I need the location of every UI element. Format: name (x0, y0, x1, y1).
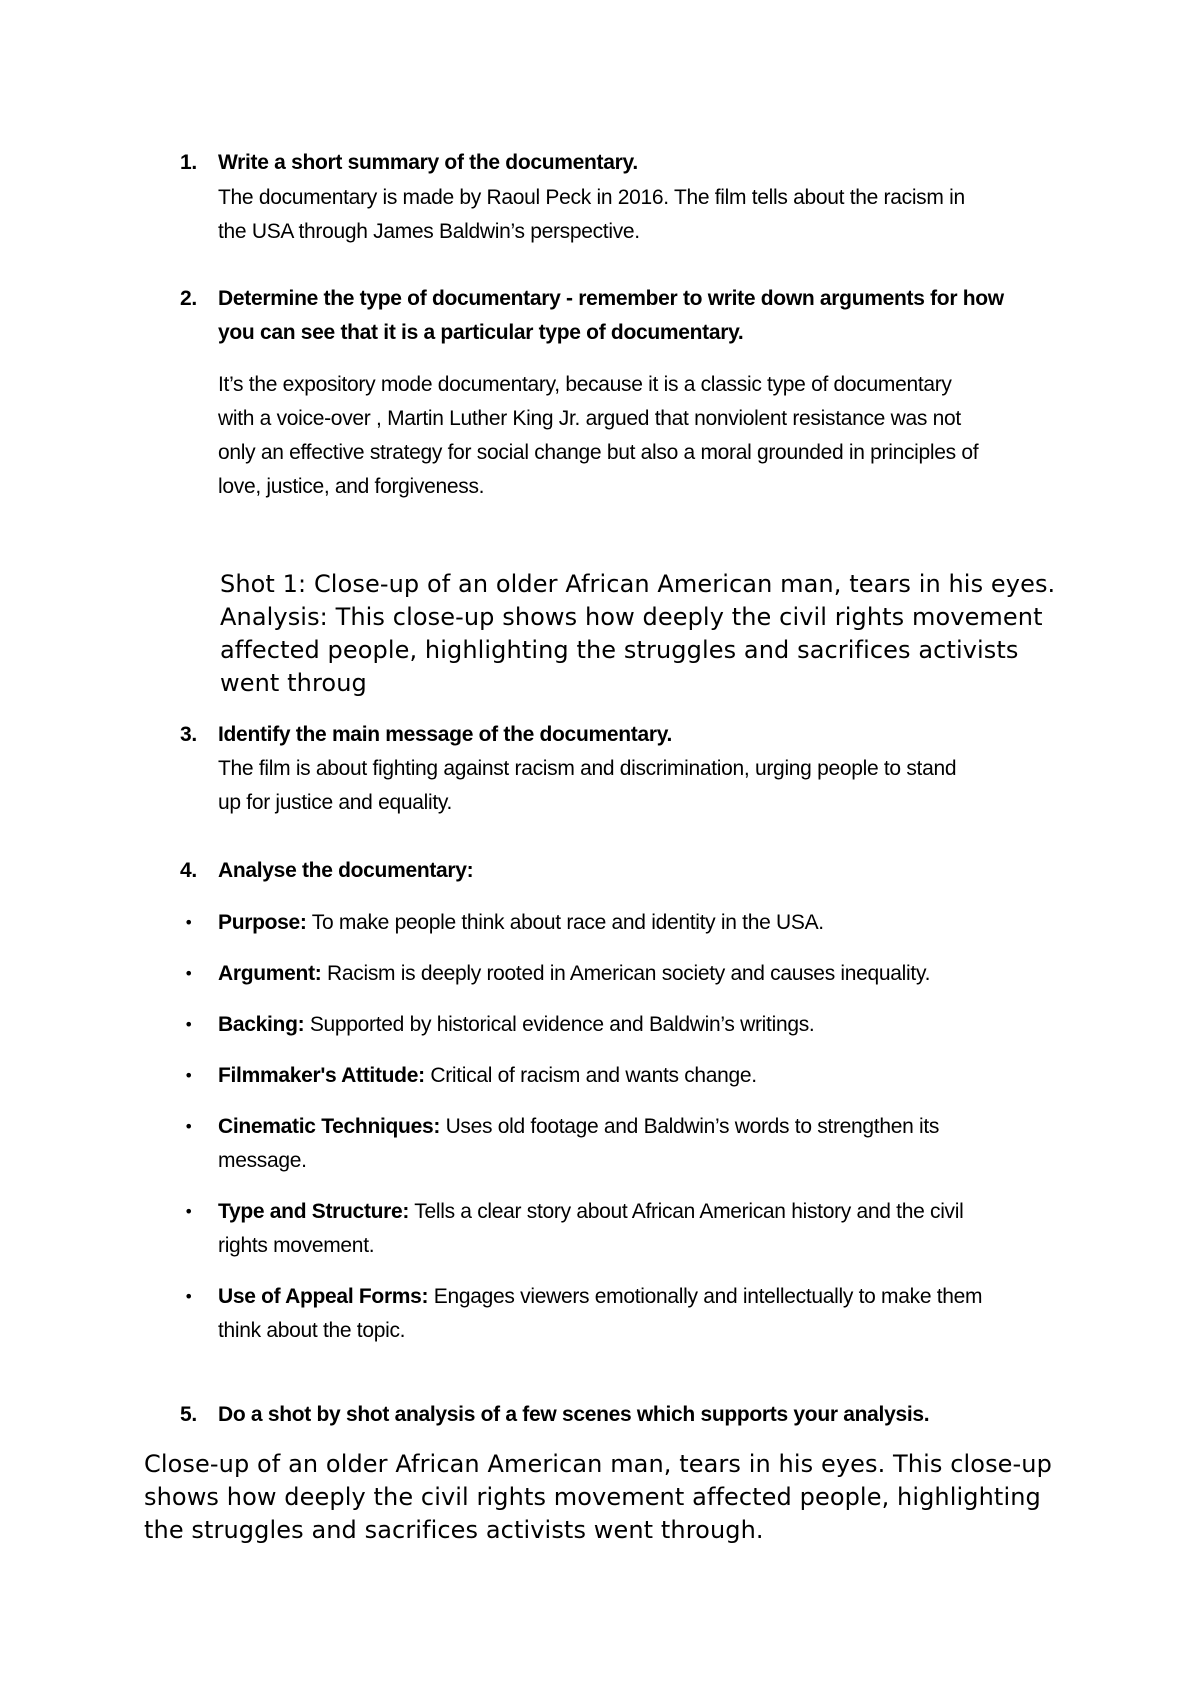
q4-number: 4. (180, 859, 197, 882)
analysis-item-techniques-cont: message. (218, 1149, 307, 1172)
bullet-icon: • (184, 964, 194, 983)
analysis-item-text: Critical of racism and wants change. (424, 1064, 757, 1087)
analysis-item-structure-cont: rights movement. (218, 1234, 375, 1257)
q2-answer-line-2: with a voice-over , Martin Luther King Jr. argued that nonviolent resistance was not (218, 407, 961, 430)
analysis-item-text: To make people think about race and identity in the USA. (306, 911, 824, 934)
analysis-item-label: Purpose: (218, 911, 307, 934)
analysis-item-text: Uses old footage and Baldwin’s words to strengthen its (440, 1115, 940, 1138)
analysis-item-label: Type and Structure: (218, 1200, 410, 1223)
q4-question: Analyse the documentary: (218, 859, 474, 882)
bullet-icon: • (184, 1066, 194, 1085)
analysis-item-label: Filmmaker's Attitude: (218, 1064, 425, 1087)
analysis-item-label: Argument: (218, 962, 322, 985)
q5-answer-line-3: the struggles and sacrifices activists went through. (144, 1516, 764, 1544)
analysis-item-backing (218, 1008, 814, 1041)
q1-number: 1. (180, 151, 197, 174)
q2-answer-line-4: love, justice, and forgiveness. (218, 475, 485, 498)
analysis-item-text: Engages viewers emotionally and intellectually to make them (428, 1285, 983, 1308)
shot-note-line-1: Shot 1: Close-up of an older African American man, tears in his eyes. (220, 570, 1056, 598)
q2-question-line-1: Determine the type of documentary - remember to write down arguments for how (218, 287, 1004, 310)
q5-question: Do a shot by shot analysis of a few scenes which supports your analysis. (218, 1403, 930, 1426)
shot-note-line-2: Analysis: This close-up shows how deeply the civil rights movement (220, 603, 1043, 631)
q3-answer-line-1: The film is about fighting against racism and discrimination, urging people to stand (218, 757, 957, 780)
analysis-item-structure (218, 1195, 964, 1228)
q3-number: 3. (180, 723, 197, 746)
analysis-item-label: Cinematic Techniques: (218, 1115, 441, 1138)
shot-note-line-3: affected people, highlighting the struggles and sacrifices activists (220, 636, 1019, 664)
analysis-item-text: Tells a clear story about African American history and the civil (409, 1200, 964, 1223)
bullet-icon: • (184, 1287, 194, 1306)
q3-answer-line-2: up for justice and equality. (218, 791, 453, 814)
q5-number: 5. (180, 1403, 197, 1426)
analysis-item-text: Racism is deeply rooted in American society and causes inequality. (321, 962, 931, 985)
analysis-item-label: Backing: (218, 1013, 305, 1036)
q1-answer-line-1: The documentary is made by Raoul Peck in 2016. The film tells about the racism in (218, 186, 965, 209)
analysis-item-purpose (218, 906, 824, 939)
analysis-item-text: Supported by historical evidence and Baldwin’s writings. (304, 1013, 815, 1036)
q1-question: Write a short summary of the documentary. (218, 151, 638, 174)
analysis-item-techniques (218, 1110, 939, 1143)
q2-answer-line-1: It’s the expository mode documentary, because it is a classic type of documentary (218, 373, 952, 396)
q3-question: Identify the main message of the documentary. (218, 723, 673, 746)
shot-note-line-4: went throug (220, 669, 367, 697)
bullet-icon: • (184, 1015, 194, 1034)
q2-answer-line-3: only an effective strategy for social change but also a moral grounded in principles of (218, 441, 979, 464)
analysis-item-appeal (218, 1280, 982, 1313)
analysis-item-attitude (218, 1059, 757, 1092)
analysis-item-argument (218, 957, 930, 990)
bullet-icon: • (184, 913, 194, 932)
q2-question-line-2: you can see that it is a particular type of documentary. (218, 321, 744, 344)
bullet-icon: • (184, 1202, 194, 1221)
q2-number: 2. (180, 287, 197, 310)
analysis-item-label: Use of Appeal Forms: (218, 1285, 429, 1308)
q5-answer-line-1: Close-up of an older African American man, tears in his eyes. This close-up (144, 1450, 1052, 1478)
analysis-item-appeal-cont: think about the topic. (218, 1319, 406, 1342)
q5-answer-line-2: shows how deeply the civil rights movement affected people, highlighting (144, 1483, 1041, 1511)
bullet-icon: • (184, 1117, 194, 1136)
q1-answer-line-2: the USA through James Baldwin’s perspective. (218, 220, 640, 243)
